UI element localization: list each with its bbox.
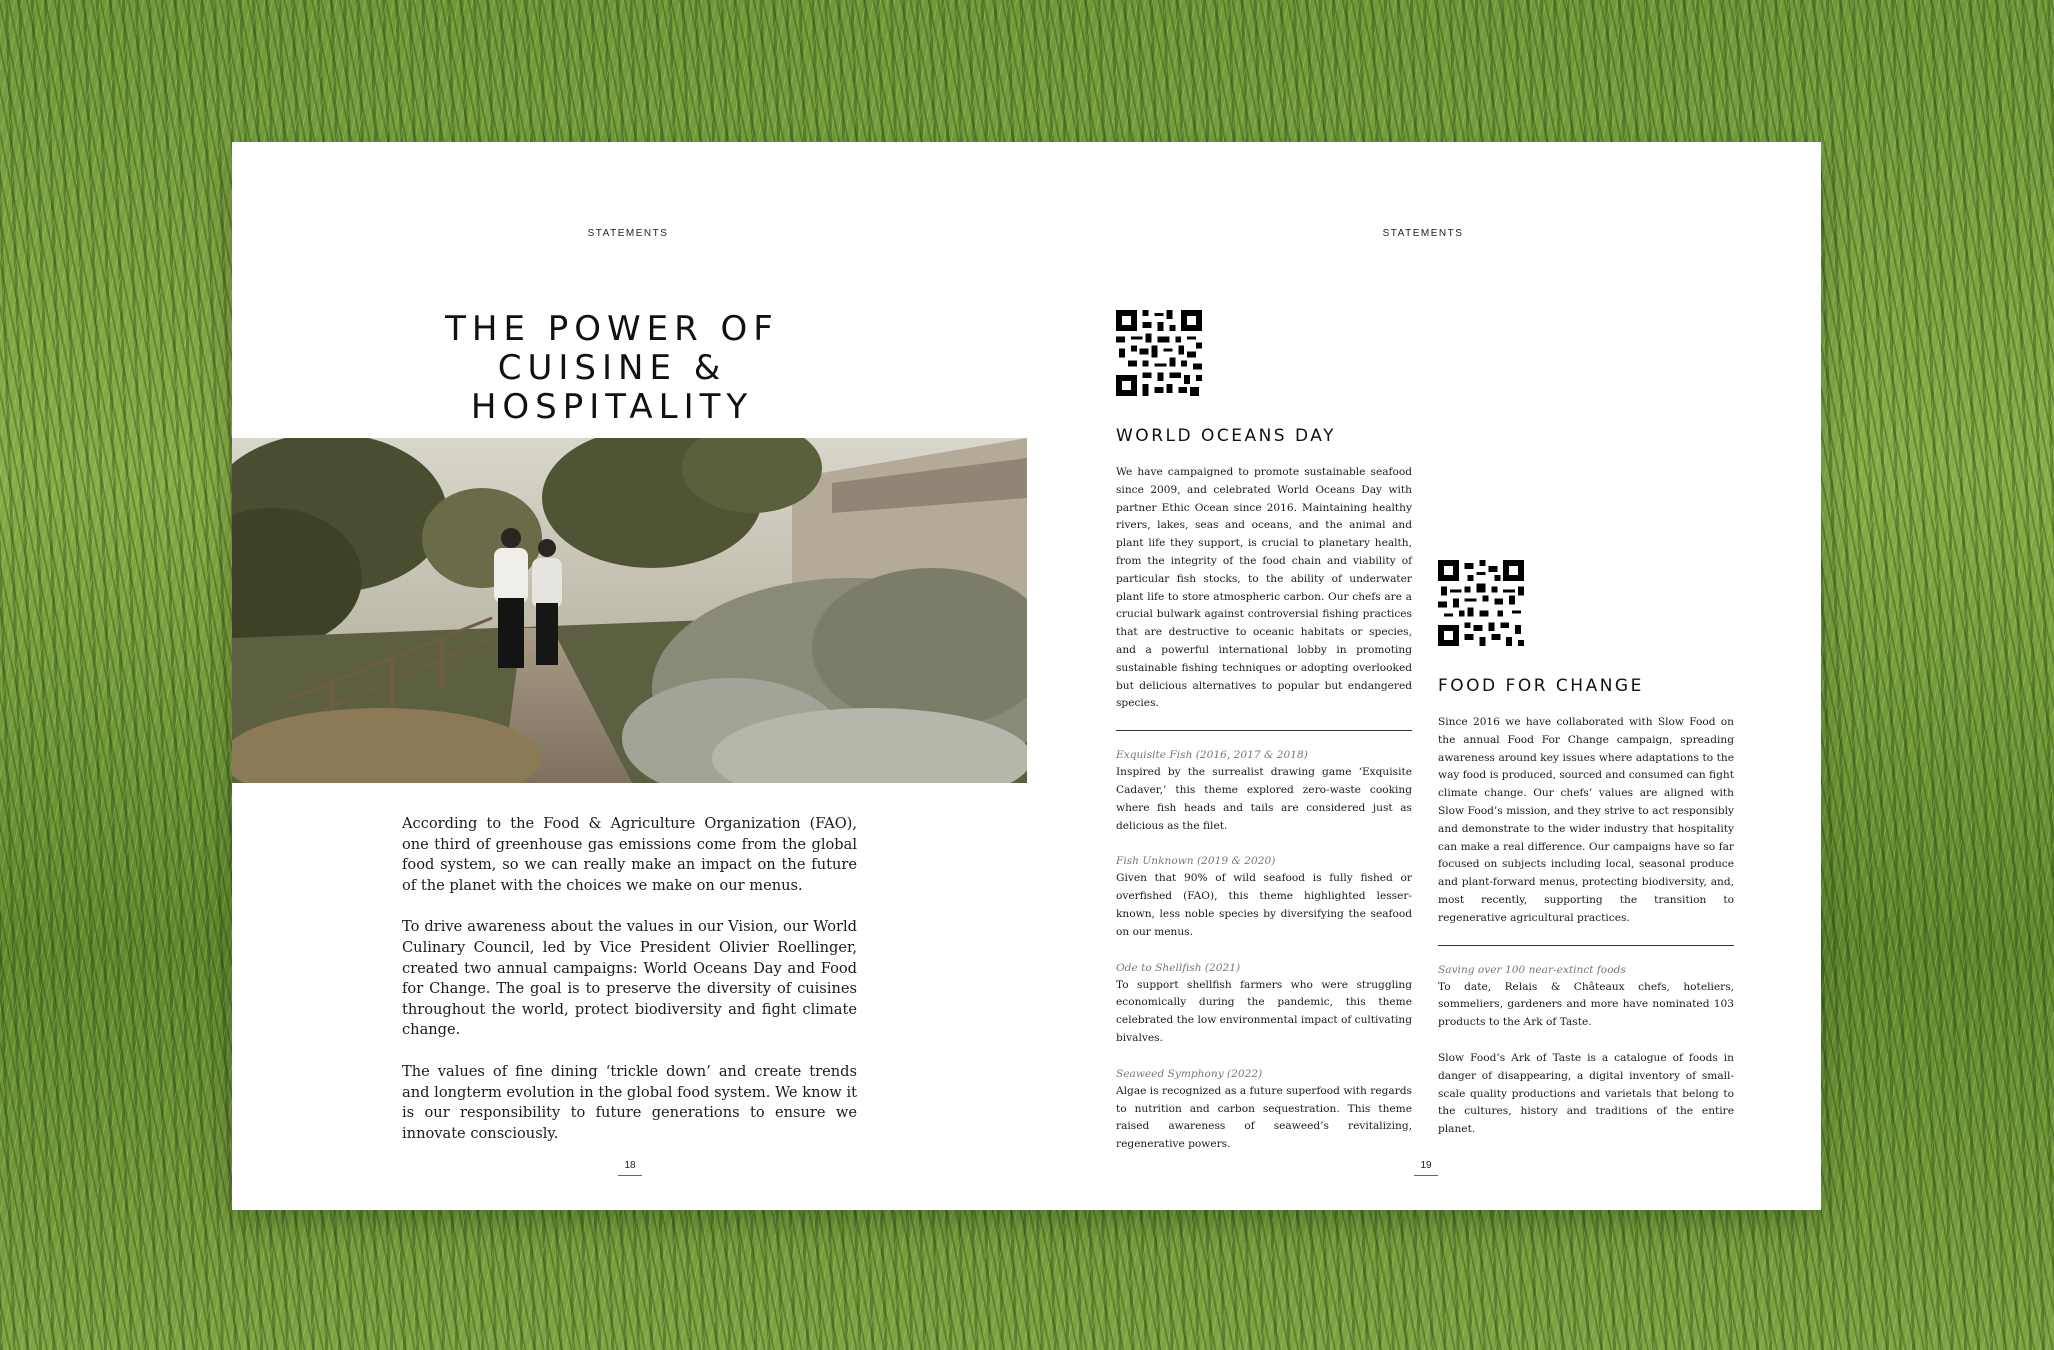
world-oceans-day-column (1116, 310, 1412, 1172)
item-text: To support shellfish farmers who were struggling economically during the pandemic, this theme celebrated the low environmental impact of cultivating bivalves. (1116, 978, 1412, 1044)
list-item (1116, 960, 1412, 1048)
intro-paragraph-3: The values of fine dining ‘trickle down’ and create trends and longterm evolution in the global food system. We know it is our responsibility to future generations to ensure we innovate consciously. (402, 1062, 857, 1142)
magazine-spread (232, 142, 1821, 1210)
ark-of-taste-text-1: To date, Relais & Châteaux chefs, hoteliers, sommeliers, gardeners and more have nominated 103 products to the Ark of Taste. (1438, 980, 1734, 1029)
item-text: Inspired by the surrealist drawing game ‘Exquisite Cadaver,’ this theme explored zero-waste cooking where fish heads and tails are considered just as delicious as the filet. (1116, 766, 1412, 832)
list-item (1116, 1066, 1412, 1154)
item-title: Fish Unknown (2019 & 2020) (1116, 855, 1276, 868)
food-for-change-column (1438, 560, 1734, 1139)
food-for-change-body: Since 2016 we have collaborated with Slow Food on the annual Food For Change campaign, spreading awareness around key issues where adaptations to the way food is produced, sourced and consumed can fight climate change. Our chefs’ values are aligned with Slow Food’s mission, and they strive to act responsibly and demonstrate to the wider industry that hospitality can make a real difference. Our campaigns have so far focused on subjects including local, seasonal produce and plant-forward menus, protecting biodiversity, and, most recently, supporting the transition to regenerative agricultural practices. (1438, 716, 1734, 924)
running-head-right: STATEMENTS (1382, 228, 1464, 239)
qr-code-icon[interactable] (1438, 560, 1524, 646)
page-number-left: 18 (618, 1160, 642, 1176)
item-title: Ode to Shellfish (2021) (1116, 961, 1241, 974)
list-item (1116, 853, 1412, 941)
page-number-right: 19 (1414, 1160, 1438, 1176)
running-head-left: STATEMENTS (587, 228, 669, 239)
section-divider (1116, 730, 1412, 731)
list-item (1116, 747, 1412, 835)
food-for-change-heading: FOOD FOR CHANGE (1438, 676, 1644, 696)
world-oceans-day-body: We have campaigned to promote sustainable seafood since 2009, and celebrated World Oceans Day with partner Ethic Ocean since 2016. Maintaining healthy rivers, lakes, seas and oceans, and the animal and plant life they support, is crucial to planetary health, from the integrity of the food chain and viability of particular fish stocks, to the ability of underwater plant life to store atmospheric carbon. Our chefs are a crucial bulwark against controversial fishing practices that are destructive to oceanic habitats or species, and a powerful international lobby in promoting sustainable fishing techniques or adopting overlooked but delicious alternatives to popular but endangered species. (1116, 466, 1412, 710)
world-oceans-day-heading: WORLD OCEANS DAY (1116, 426, 1336, 446)
section-divider (1438, 945, 1734, 946)
intro-text (402, 814, 857, 1165)
qr-code-icon[interactable] (1116, 310, 1202, 396)
item-text: Algae is recognized as a future superfood with regards to nutrition and carbon sequestration. This theme raised awareness of seaweed’s revitalizing, regenerative powers. (1116, 1084, 1412, 1151)
intro-paragraph-2: To drive awareness about the values in our Vision, our World Culinary Council, led by Vice President Olivier Roellinger, created two annual campaigns: World Oceans Day and Food for Change. The goal is to preserve the diversity of cuisines throughout the world, protect biodiversity and fight climate change. (402, 918, 857, 1039)
title-line-1: THE POWER OF (445, 309, 779, 349)
ark-of-taste-text-2: Slow Food’s Ark of Taste is a catalogue of foods in danger of disappearing, a digital inventory of small-scale quality productions and varietals that belong to the cultures, history and traditions of the entire planet. (1438, 1051, 1734, 1136)
page-title (362, 310, 862, 427)
ark-of-taste-title: Saving over 100 near-extinct foods (1438, 963, 1626, 976)
item-text: Given that 90% of wild seafood is fully fished or overfished (FAO), this theme highlighted lesser-known, less noble species by diversifying the seafood on our menus. (1116, 872, 1412, 938)
title-line-2: CUISINE & HOSPITALITY (470, 348, 754, 427)
item-title: Exquisite Fish (2016, 2017 & 2018) (1116, 749, 1308, 762)
item-title: Seaweed Symphony (2022) (1116, 1067, 1263, 1080)
intro-paragraph-1: According to the Food & Agriculture Organization (FAO), one third of greenhouse gas emissions come from the global food system, so we can really make an impact on the future of the planet with the choices we make on our menus. (402, 815, 857, 894)
garden-photo (232, 438, 1027, 783)
